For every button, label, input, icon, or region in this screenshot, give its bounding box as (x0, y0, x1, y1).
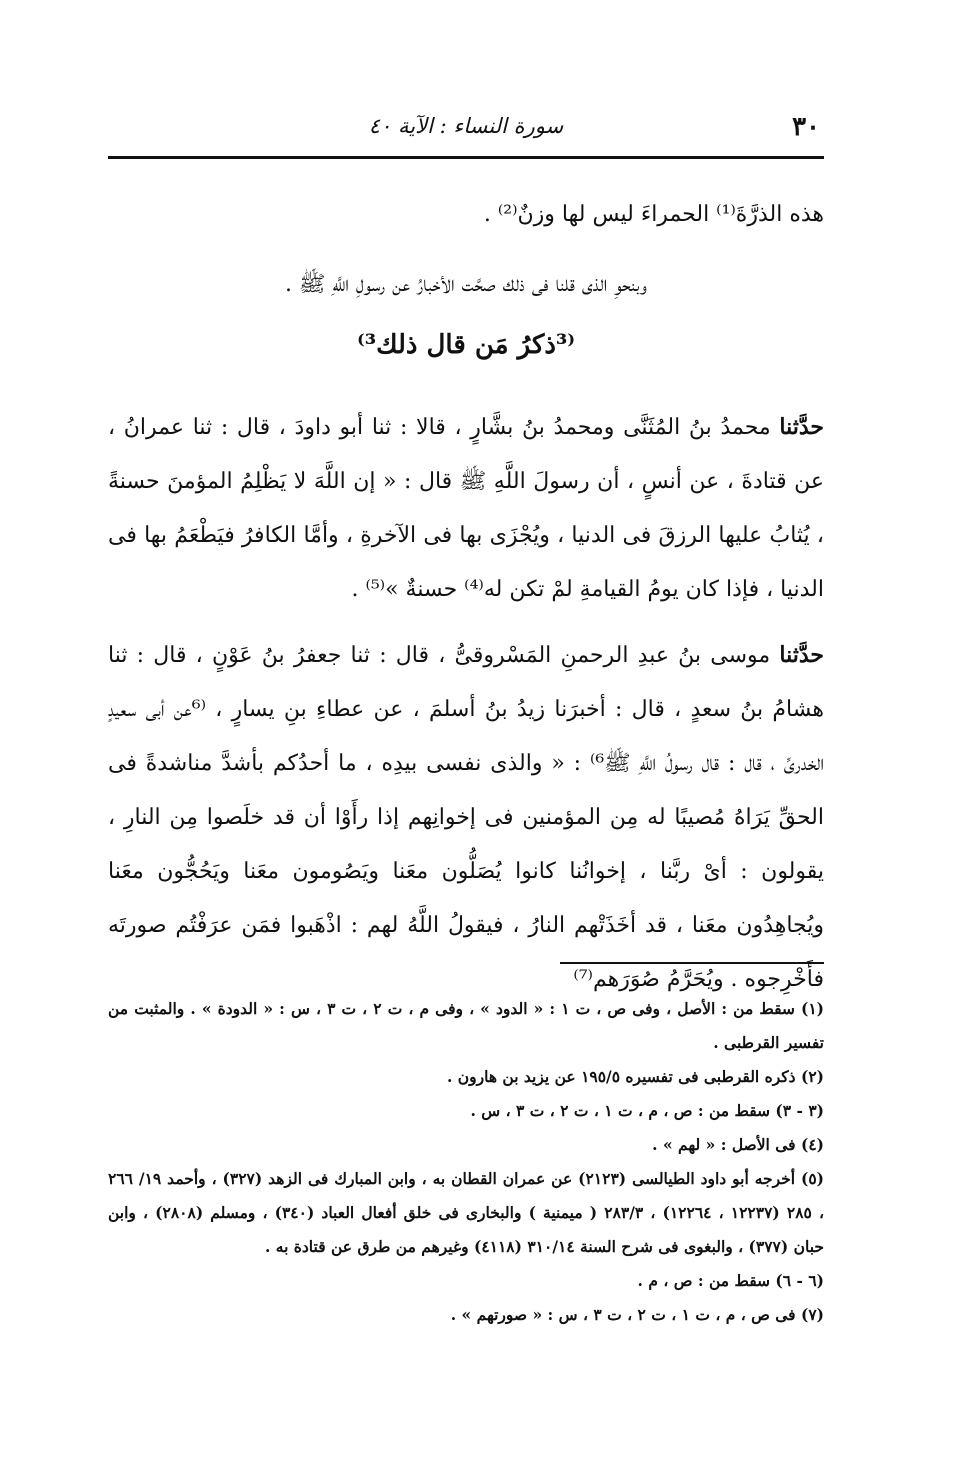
body-line-2-text: وبنحوِ الذى قلنا فى ذلك صحَّت الأخبارُ عن رسولِ اللَّهِ ﷺ . (284, 272, 648, 297)
header-rule (108, 156, 824, 159)
body-line-1-text: هذه الذرَّةَ⁽¹⁾ الحمراءَ ليس لها وزنٌ⁽²⁾ . (483, 202, 824, 227)
running-title: سورة النساء : الآية ٤٠ (368, 114, 564, 138)
footnote-separator (560, 962, 824, 964)
paragraph-1-content (108, 400, 824, 617)
footnote-4: (٤) فى الأصل : « لهم » . (652, 1135, 824, 1154)
paragraph-2-lead: حدَّثنا (779, 642, 824, 668)
paragraph-1 (108, 400, 824, 617)
footnote-7: (٧) فى ص ، م ، ت ١ ، ت ٢ ، ت ٣ ، س : « صورتهم » . (450, 1305, 824, 1324)
footnote-5: (٥) أخرجه أبو داود الطيالسى (٢١٢٣) عن عمران القطان به ، وابن المبارك فى الزهد (٣٢٧) ، وأحمد ١٩/ ٢٦٦ ، ٢٨٥ (١٢٢٣٧ ، ١٢٢٦٤) ، ٢٨٣/٣ ( ميمنية ) والبخارى فى خلق أفعال العباد (٣٤٠) ، ومسلم (٢٨٠٨) ، وابن حبان (٣٧٧) ، والبغوى فى شرح السنة ٣١٠/١٤ (٤١١٨) وغيرهم من طرق عن قتادة به . (108, 1169, 824, 1256)
footnote-2: (٢) ذكره القرطبى فى تفسيره ١٩٥/٥ عن يزيد بن هارون . (446, 1067, 824, 1086)
body-line-1 (108, 188, 824, 242)
page-header (108, 108, 824, 148)
footnote-6: (٦ - ٦) سقط من : ص ، م . (637, 1271, 824, 1290)
paragraph-2-content (108, 628, 824, 1007)
footnotes (108, 992, 824, 1332)
paragraph-2-text: موسى بنُ عبدِ الرحمنِ المَسْروقىُّ ، قال : ثنا جعفرُ بنُ عَوْنٍ ، قال : ثنا هشامُ بنُ سعدٍ ، قال : أخبرَنا زيدُ بنُ أسلمَ ، عن عطاءِ بنِ يسارٍ ، ⁽⁶عن أبى سعيدٍ الخدرىِّ ، قال : قال رسولُ اللَّهِ ﷺ⁶⁾ : « والذى نفسى بيدِه ، ما أحدُكم بأشدَّ مناشدةً فى الحقِّ يَرَاهُ مُصيبًا له مِن المؤمنين فى إخوانِهم إذا رأَوْا أن قد خلَصوا مِن النارِ ، يقولون : أىْ ربَّنا ، إخوانُنا كانوا يُصَلُّون معَنا ويَصُومون معَنا ويَحُجُّون معَنا ويُجاهِدُون معَنا ، قد أخَذَتْهم النارُ ، فيقولُ اللَّهُ لهم : اذْهَبوا فمَن عرَفْتُم صورتَه فأَخْرِجوه . ويُحَرَّمُ صُوَرَهم⁽⁷⁾ (108, 643, 824, 992)
section-heading: ⁽³ذكرُ مَن قال ذلك³⁾ (356, 330, 576, 360)
footnote-3: (٣ - ٣) سقط من : ص ، م ، ت ١ ، ت ٢ ، ت ٣ ، س . (470, 1101, 824, 1120)
paragraph-1-lead: حدَّثنا (779, 414, 824, 440)
paragraph-2 (108, 628, 824, 1007)
paragraph-1-text: محمدُ بنُ المُثَنَّى ومحمدُ بنُ بشَّارٍ ، قالا : ثنا أبو داودَ ، قال : ثنا عمرانُ ، عن قتادةَ ، عن أنسٍ ، أن رسولَ اللَّهِ ﷺ قال : « إن اللَّهَ لا يَظْلِمُ المؤمنَ حسنةً ، يُثابُ عليها الرزقَ فى الدنيا ، ويُجْزَى بها فى الآخرةِ ، وأمَّا الكافرُ فيَطْعَمُ بها فى الدنيا ، فإذا كان يومُ القيامةِ لمْ تكن له⁽⁴⁾ حسنةٌ »⁽⁵⁾ . (108, 415, 824, 602)
body-line-2 (108, 258, 824, 312)
page-number: ٣٠ (792, 112, 820, 142)
footnote-1: (١) سقط من : الأصل ، وفى ص ، ت ١ : « الدود » ، وفى م ، ت ٢ ، ت ٣ ، س : « الدودة » . والمثبت من تفسير القرطبى . (108, 999, 824, 1052)
